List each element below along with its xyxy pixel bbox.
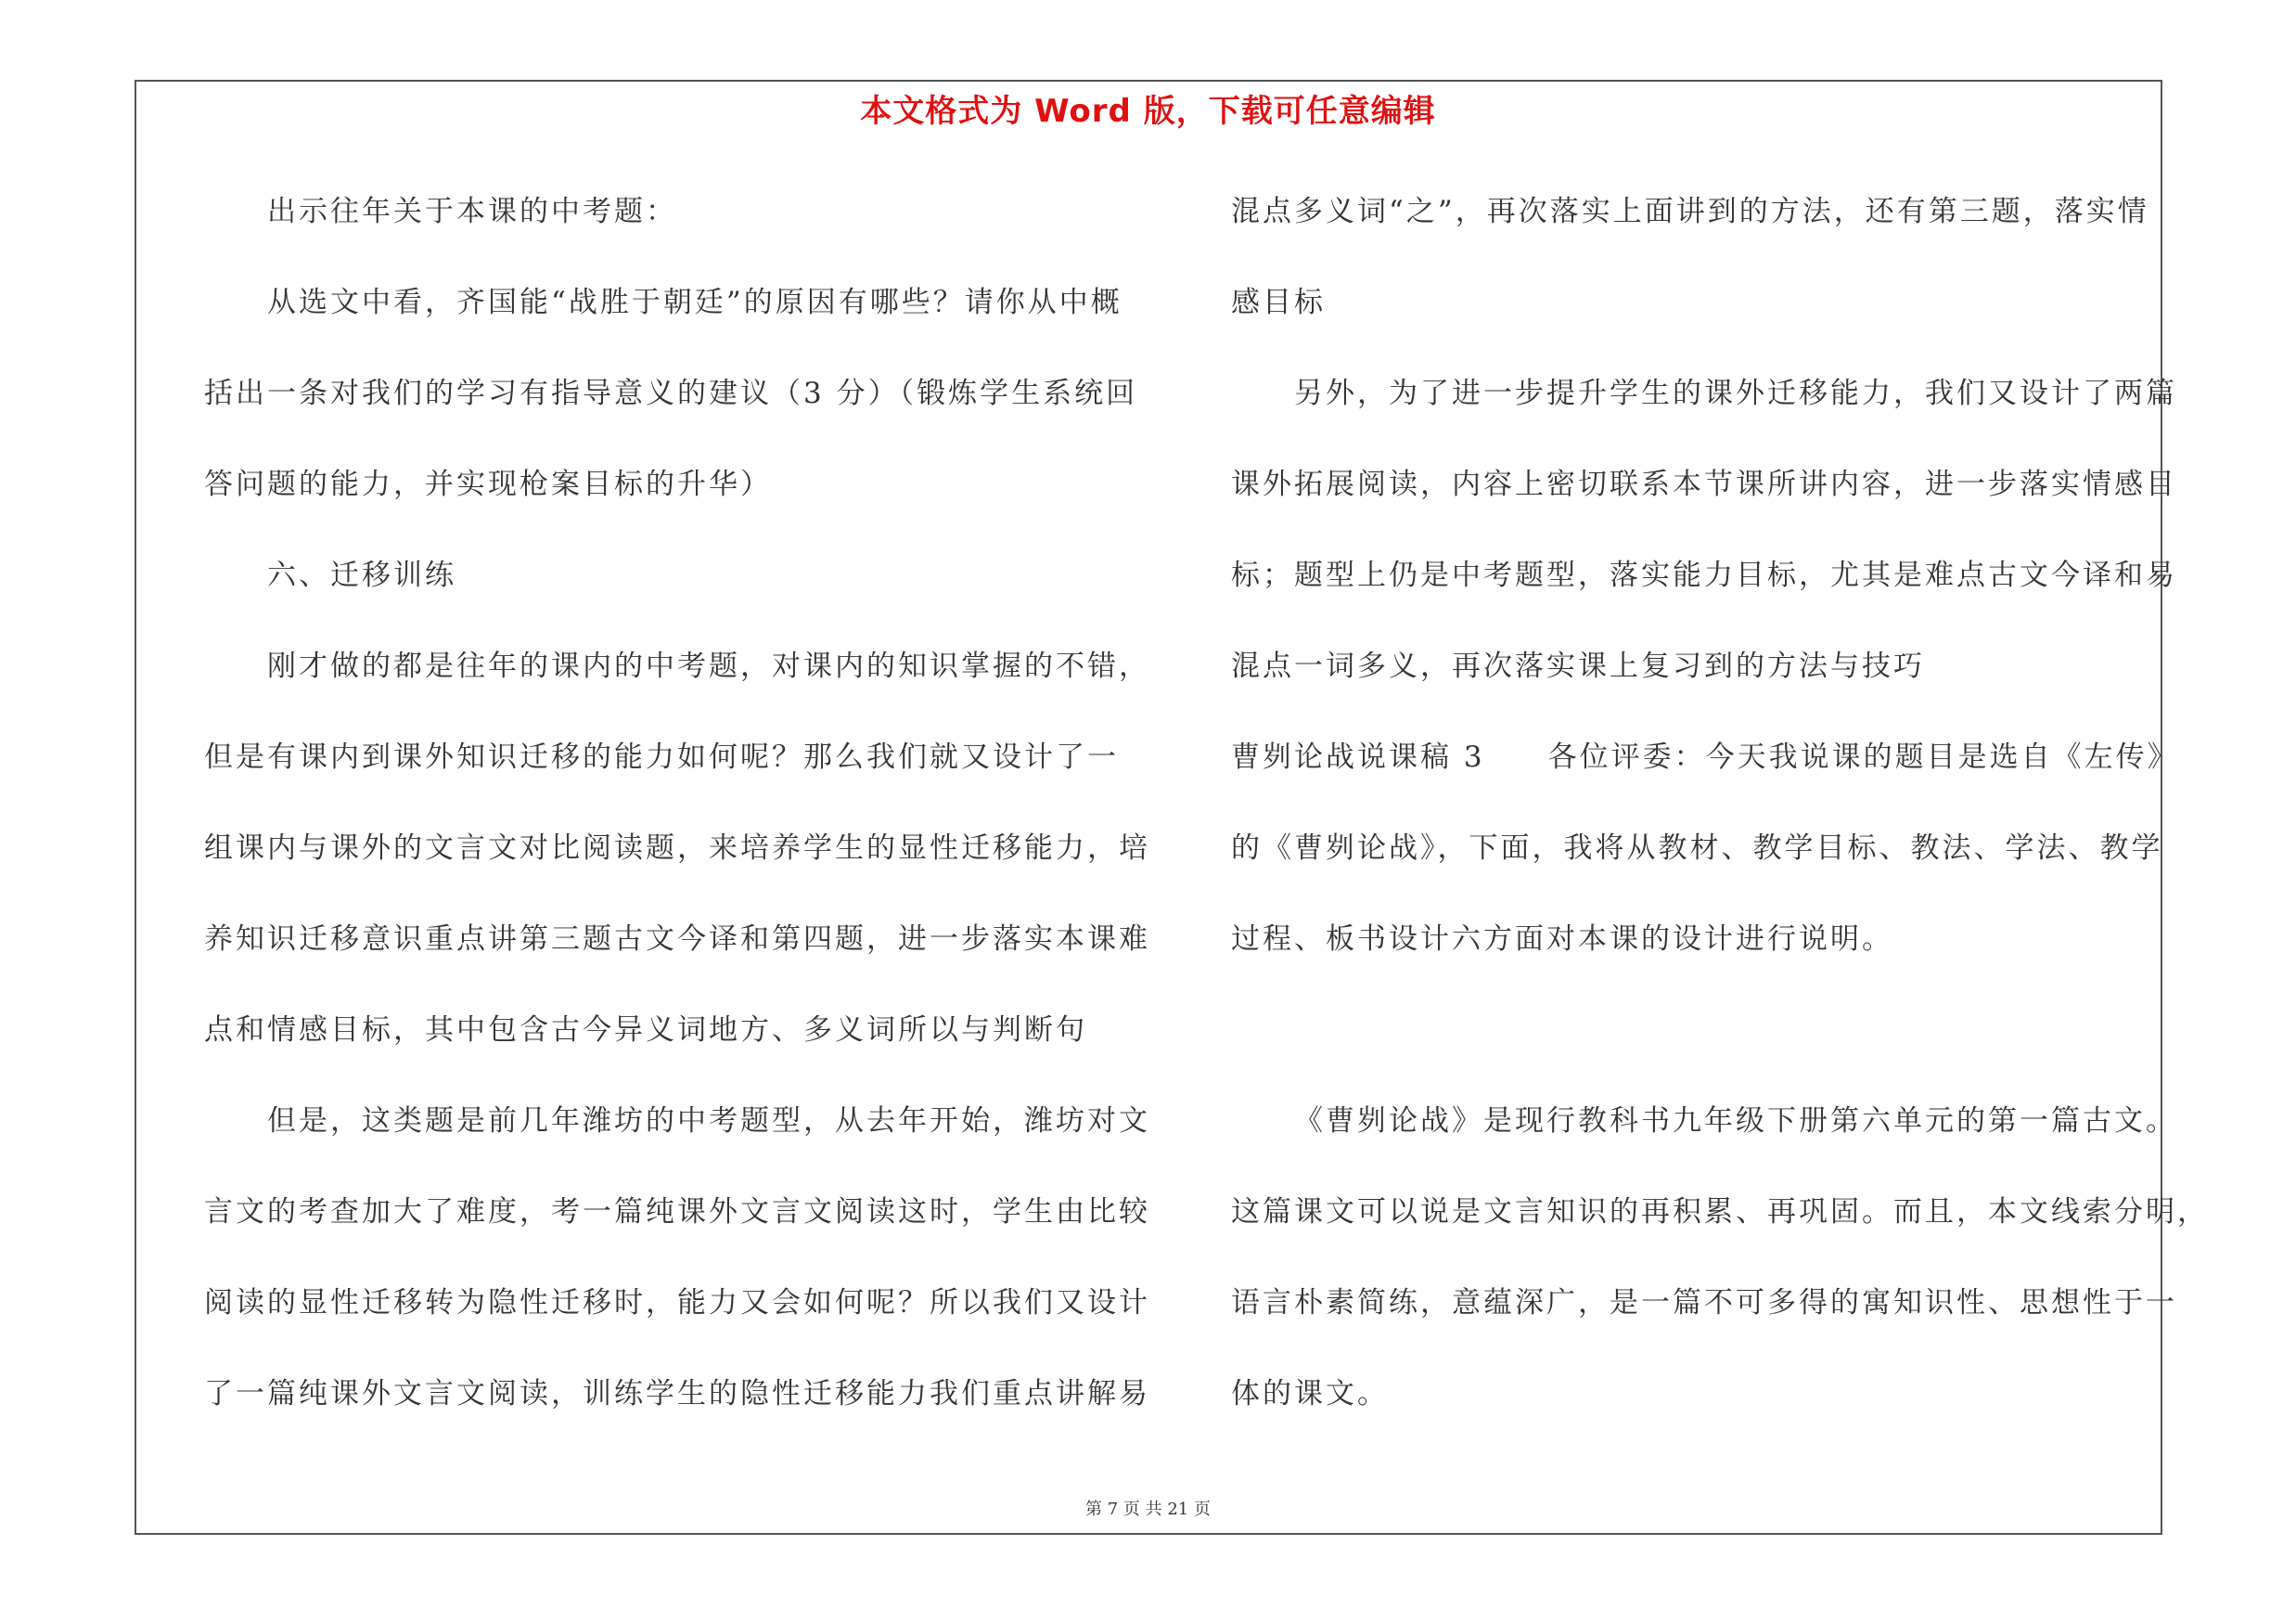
paragraph-line: 括出一条对我们的学习有指导意义的建议（3 分）（锻炼学生系统回: [204, 377, 1138, 410]
paragraph-line: 语言朴素简练，意蕴深广，是一篇不可多得的寓知识性、思想性于一: [1231, 1286, 2177, 1320]
paragraph-line: 刚才做的都是往年的课内的中考题，对课内的知识掌握的不错，: [267, 650, 1150, 683]
paragraph-line: 感目标: [1231, 286, 1326, 319]
section-heading: 六、迁移训练: [267, 559, 456, 592]
paragraph-line: 的《曹刿论战》，下面，我将从教材、教学目标、教法、学法、教学: [1231, 831, 2163, 865]
paragraph-line: 混点一词多义，再次落实课上复习到的方法与技巧: [1231, 650, 1925, 683]
page-number: 第 7 页 共 21 页: [1085, 1500, 1211, 1519]
paragraph-line: 课外拓展阅读，内容上密切联系本节课所讲内容，进一步落实情感目: [1231, 468, 2177, 501]
paragraph-line: 养知识迁移意识重点讲第三题古文今译和第四题，进一步落实本课难: [204, 922, 1150, 956]
paragraph-line: 标；题型上仍是中考题型，落实能力目标，尤其是难点古文今译和易: [1231, 559, 2177, 592]
paragraph-line: 《曹刿论战》是现行教科书九年级下册第六单元的第一篇古文。: [1294, 1104, 2177, 1138]
paragraph-line: 但是有课内到课外知识迁移的能力如何呢？那么我们就又设计了一: [204, 741, 1119, 774]
paragraph-line: 出示往年关于本课的中考题：: [267, 195, 677, 228]
document-title-line: 曹刿论战说课稿 3 各位评委：今天我说课的题目是选自《左传》: [1231, 741, 2179, 774]
paragraph-line: 这篇课文可以说是文言知识的再积累、再巩固。而且，本文线索分明，: [1231, 1195, 2209, 1229]
paragraph-line: 但是，这类题是前几年潍坊的中考题型，从去年开始，潍坊对文: [267, 1104, 1150, 1138]
paragraph-line: 过程、板书设计六方面对本课的设计进行说明。: [1231, 922, 1893, 956]
paragraph-line: 答问题的能力，并实现枪案目标的升华）: [204, 468, 772, 501]
paragraph-line: 点和情感目标，其中包含古今异义词地方、多义词所以与判断句: [204, 1013, 1087, 1047]
paragraph-line: 从选文中看，齐国能“战胜于朝廷”的原因有哪些？请你从中概: [267, 286, 1122, 319]
paragraph-line: 了一篇纯课外文言文阅读，训练学生的隐性迁移能力我们重点讲解易: [204, 1377, 1150, 1410]
paragraph-line: 组课内与课外的文言文对比阅读题，来培养学生的显性迁移能力，培: [204, 831, 1150, 865]
paragraph-line: 体的课文。: [1231, 1377, 1389, 1410]
word-format-notice: 本文格式为 Word 版，下载可任意编辑: [860, 93, 1436, 130]
paragraph-line: 混点多义词“之”，再次落实上面讲到的方法，还有第三题，落实情: [1231, 195, 2149, 228]
paragraph-line: 言文的考查加大了难度，考一篇纯课外文言文阅读这时，学生由比较: [204, 1195, 1150, 1229]
paragraph-line: 阅读的显性迁移转为隐性迁移时，能力又会如何呢？所以我们又设计: [204, 1286, 1150, 1320]
paragraph-line: 另外，为了进一步提升学生的课外迁移能力，我们又设计了两篇: [1294, 377, 2177, 410]
